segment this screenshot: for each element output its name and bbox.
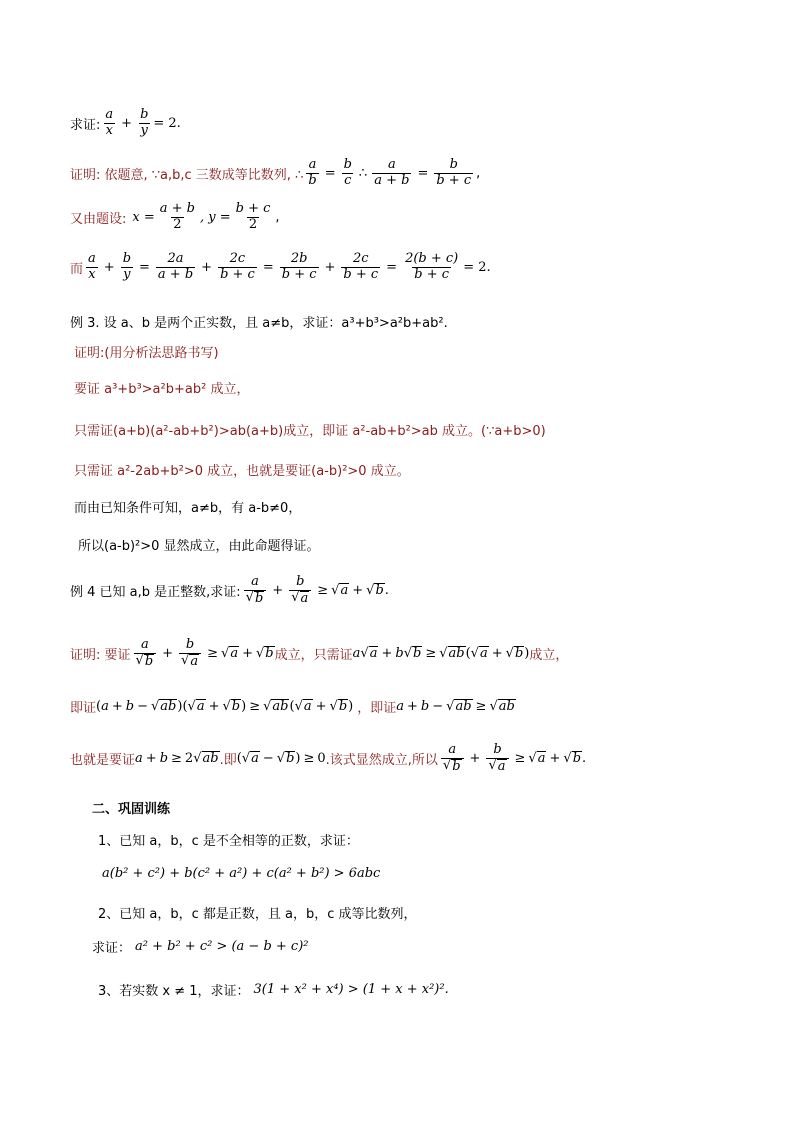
section-title-text: 二、巩固训练 [92, 802, 171, 817]
proof-label: 证明: 要证 [70, 648, 131, 664]
example-3-title [70, 312, 448, 331]
question-1-text: 1、已知 a，b，c 是不全相等的正数，求证： [98, 834, 359, 849]
example-4-proof-1: 证明: 要证 a √ b + b √ a ≥ √ a + √ b 成立，只需证 a √ a + b √ b ≥ √ ab ( √ a + √ b ) 成立， [70, 637, 569, 669]
proof-text: 所以(a-b)²>0 显然成立，由此命题得证。 [78, 539, 320, 554]
y-equals: , y = [199, 209, 231, 225]
example-4-proof-2: 即证 ( a + b − √ ab )( √ a + √ b ) ≥ √ ab ( √ a + √ b ) ，即证 a + b − √ ab ≥ √ ab [70, 698, 515, 716]
proof-end: 成立， [529, 648, 569, 664]
fraction-2-b-plus-c-over-b-plus-c: $\frac{2(b + c)}{b + c}$ [405, 251, 459, 282]
example-3-text: 例 3. 设 a、b 是两个正实数，且 a≠b，求证：a³+b³>a²b+ab². [70, 316, 448, 331]
fraction-a-over-x: $\frac{a}{x}$ [88, 251, 96, 282]
result-label: 而 [70, 261, 84, 277]
formula: 3(1 + x² + x⁴) > (1 + x + x²)². [253, 982, 449, 997]
example-3-proof-1 [74, 342, 219, 361]
question-2-prove [92, 937, 309, 956]
example-4-statement: 例 4 已知 a,b 是正整数,求证: a √ b + b √ a ≥ √ a + √ b . [70, 574, 389, 606]
fraction-2c-over-b-plus-c-2: $\frac{2c}{b + c}$ [343, 251, 379, 282]
prove-label: 求证： [92, 941, 132, 956]
formula: a² + b² + c² > (a − b + c)² [135, 939, 309, 954]
proof-mid: 成立，只需证 [274, 648, 353, 664]
proof-text: 而由已知条件可知，a≠b，有 a-b≠0， [74, 501, 302, 516]
fraction-a-over-b: $\frac{a}{b}$ [308, 157, 317, 188]
fraction-b-plus-c-over-2: $\frac{b + c}{2}$ [235, 201, 271, 232]
fraction-a-over-sqrt-b: a √ b [134, 638, 157, 669]
prove-statement: 求证: $\frac{a}{x}$ + $\frac{b}{y}$ = 2. [70, 107, 181, 138]
example-3-proof-4 [74, 460, 410, 479]
prove-label: 求证: [70, 117, 101, 133]
fraction-a-over-sqrt-b: a √ b [244, 575, 267, 606]
fraction-b-over-y: $\frac{b}{y}$ [140, 107, 149, 138]
proof-line-geometric: 证明: 依题意, ∵a,b,c 三数成等比数列, ∴ $\frac{a}{b}$ = $\frac{b}{c}$ ∴ $\frac{a}{a + b}$ = $\frac{b}{b + c}$ , [70, 157, 481, 188]
example-3-proof-2 [74, 378, 249, 397]
fraction-b-over-y: $\frac{b}{y}$ [122, 251, 132, 282]
proof-line-setup [70, 202, 280, 233]
question-3-text: 3、若实数 x ≠ 1，求证： [98, 984, 250, 999]
question-2-text: 2、已知 a，b，c 都是正数，且 a，b，c 成等比数列， [98, 907, 417, 922]
example-3-proof-6 [78, 535, 320, 554]
example-4-label: 例 4 已知 a,b 是正整数,求证: [70, 585, 241, 601]
section-2-title [92, 798, 170, 817]
example-3-proof-5 [74, 497, 301, 516]
fraction-a-over-sqrt-b: a √ b [441, 743, 464, 774]
fraction-2c-over-b-plus-c: $\frac{2c}{b + c}$ [220, 251, 255, 282]
proof-label: 也就是要证 [70, 753, 136, 769]
equals-two: = 2. [153, 115, 181, 131]
fraction-b-over-sqrt-a: b √ a [179, 638, 201, 669]
period: . [582, 751, 587, 767]
proof-text: 只需证(a+b)(a²-ab+b²)>ab(a+b)成立，即证 a²-ab+b²>ab 成立。(∵a+b>0) [74, 424, 546, 439]
question-1-formula [102, 866, 380, 881]
x-equals: x = [132, 209, 155, 225]
period: . [384, 583, 389, 599]
fraction-a-over-x: $\frac{a}{x}$ [105, 107, 114, 138]
fraction-b-over-b-plus-c: $\frac{b}{b + c}$ [436, 157, 472, 188]
proof-label: 证明: 依题意, ∵a,b,c 三数成等比数列, ∴ [70, 167, 304, 183]
proof-label: 即证 [70, 701, 97, 716]
proof-mid-2: .该式显然成立,所以 [325, 753, 438, 769]
fraction-b-over-sqrt-a: b √ a [289, 575, 311, 606]
proof-text: 只需证 a²-2ab+b²>0 成立，也就是要证(a-b)²>0 成立。 [74, 464, 410, 479]
proof-mid: ，即证 [357, 701, 397, 716]
fraction-b-over-sqrt-a: b √ a [486, 743, 508, 774]
example-3-proof-3 [74, 420, 546, 439]
example-4-proof-3: 也就是要证 a + b ≥ 2 √ ab .即 ( √ a − √ b ) ≥ 0 .该式显然成立,所以 a √ b + b √ a ≥ √ a + √ b . [70, 742, 587, 774]
question-2 [98, 903, 417, 922]
fraction-a-plus-b-over-2: $\frac{a + b}{2}$ [159, 201, 195, 232]
question-3 [98, 980, 449, 999]
fraction-b-over-c: $\frac{b}{c}$ [343, 157, 352, 188]
proof-mid-1: .即 [219, 753, 237, 769]
equals-two: = 2. [463, 259, 491, 275]
formula: a(b² + c²) + b(c² + a²) + c(a² + b²) > 6abc [102, 866, 381, 881]
comma: , [476, 165, 481, 181]
fraction-2a-over-a-plus-b: $\frac{2a}{a + b}$ [157, 251, 194, 282]
question-1 [98, 830, 359, 849]
proof-text: 要证 a³+b³>a²b+ab² 成立， [74, 382, 250, 397]
fraction-a-over-a-plus-b: $\frac{a}{a + b}$ [374, 157, 410, 188]
fraction-2b-over-b-plus-c: $\frac{2b}{b + c}$ [281, 251, 317, 282]
therefore-symbol: ∴ [358, 165, 368, 181]
proof-text: 证明:(用分析法思路书写) [74, 346, 219, 361]
proof-line-result: 而 $\frac{a}{x}$ + $\frac{b}{y}$ = $\frac{2a}{a + b}$ + $\frac{2c}{b + c}$ = $\frac{2b}{b + c}$ + $\frac{2c}{b + c}$ = $\frac{2(b + c)}{b + c}$ = 2. [70, 251, 491, 282]
comma: , [275, 209, 280, 225]
setup-label: 又由题设: [70, 211, 127, 227]
